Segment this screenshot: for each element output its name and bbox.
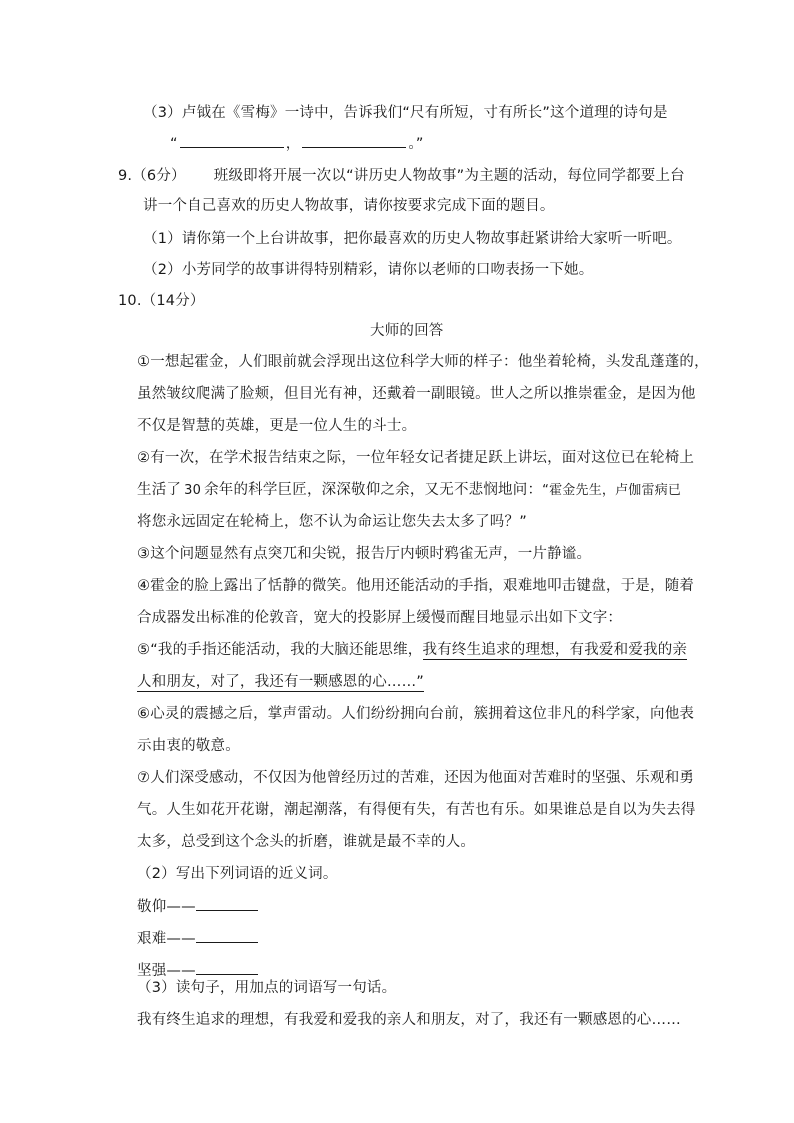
p5-underlined-1: 我有终生追求的理想，有我爱和爱我的亲 bbox=[422, 642, 688, 658]
p4-line2: 合成器发出标准的伦敦音，宽大的投影屏上缓慢而醒目地显示出如下文字： bbox=[137, 610, 623, 626]
p5-line1 bbox=[137, 640, 687, 660]
p7-line1: ⑦人们深受感动，不仅因为他曾经历过的苦难，还因为他面对苦难时的坚强、乐观和勇 bbox=[137, 770, 695, 786]
p2-number-30: 30 bbox=[184, 483, 202, 498]
q9-number: 9.（6分） bbox=[118, 168, 186, 184]
answer-blank-1[interactable] bbox=[180, 133, 284, 148]
word-jianqiang: 坚强—— bbox=[137, 963, 196, 979]
q9-stem-1: 班级即将开展一次以“讲历史人物故事”为主题的活动，每位同学都要上台 bbox=[213, 168, 685, 184]
open-quote: “ bbox=[170, 136, 178, 152]
word-jingyang: 敬仰—— bbox=[137, 899, 196, 915]
q10-sub3-sentence: 我有终生追求的理想，有我爱和爱我的亲人和朋友，对了，我还有一颗感恩的心…… bbox=[137, 1012, 681, 1028]
p5-underlined-2: 人和朋友，对了，我还有一颗感恩的心……” bbox=[137, 674, 425, 690]
synonym-blank-1[interactable] bbox=[196, 896, 258, 911]
q9-sub2: （2）小芳同学的故事讲得特别精彩，请你以老师的口吻表扬一下她。 bbox=[143, 262, 594, 278]
p5-text: ⑤“我的手指还能活动，我的大脑还能思维， bbox=[137, 642, 423, 658]
answer-blank-2[interactable] bbox=[302, 133, 406, 148]
synonym-item-2 bbox=[137, 928, 258, 949]
q8-sub3-answer-line bbox=[170, 133, 424, 154]
p2-line2 bbox=[137, 480, 681, 501]
q10-sub3: （3）读句子，用加点的词语写一句话。 bbox=[137, 980, 397, 996]
p4-line1: ④霍金的脸上露出了恬静的微笑。他用还能活动的手指，艰难地叩击键盘，于是，随着 bbox=[137, 578, 695, 594]
q9-line1 bbox=[118, 166, 685, 186]
p6-line1: ⑥心灵的震撼之后，掌声雷动。人们纷纷拥向台前，簇拥着这位非凡的科学家，向他表 bbox=[137, 706, 695, 722]
synonym-item-1 bbox=[137, 896, 258, 917]
p3: ③这个问题显然有点突兀和尖锐，报告厅内顿时鸦雀无声，一片静谧。 bbox=[137, 546, 592, 562]
passage-title: 大师的回答 bbox=[370, 323, 444, 339]
synonym-blank-3[interactable] bbox=[196, 960, 258, 975]
p2-line3: 将您永远固定在轮椅上，您不认为命运让您失去太多了吗？” bbox=[137, 514, 527, 530]
p2-line1: ②有一次，在学术报告结束之际，一位年轻女记者捷足跃上讲坛，面对这位已在轮椅上 bbox=[137, 450, 695, 466]
p2-quote-start: “霍金先生，卢伽雷病已 bbox=[542, 483, 682, 498]
comma: ， bbox=[285, 136, 301, 152]
word-jiannan: 艰难—— bbox=[137, 931, 196, 947]
p1-line3: 不仅是智慧的英雄，更是一位人生的斗士。 bbox=[137, 418, 417, 434]
p1-line1: ①一想起霍金，人们眼前就会浮现出这位科学大师的样子：他坐着轮椅，头发乱蓬蓬的， bbox=[137, 354, 709, 370]
synonym-blank-2[interactable] bbox=[196, 928, 258, 943]
p2-text-b: 余年的科学巨匠，深深敬仰之余，又无不悲悯地问： bbox=[204, 482, 543, 498]
p6-line2: 示由衷的敬意。 bbox=[137, 738, 240, 754]
q10-sub2: （2）写出下列词语的近义词。 bbox=[137, 866, 338, 882]
close-quote: 。” bbox=[408, 136, 424, 152]
p1-line2: 虽然皱纹爬满了脸颊，但目光有神，还戴着一副眼镜。世人之所以推崇霍金，是因为他 bbox=[137, 386, 696, 402]
p5-line2 bbox=[137, 672, 424, 692]
q9-line2: 讲一个自己喜欢的历史人物故事，请你按要求完成下面的题目。 bbox=[143, 198, 555, 214]
p7-line3: 太多，总受到这个念头的折磨，谁就是最不幸的人。 bbox=[137, 834, 476, 850]
q9-sub1: （1）请你第一个上台讲故事，把你最喜欢的历史人物故事赶紧讲给大家听一听吧。 bbox=[143, 231, 682, 247]
p2-text-a: 生活了 bbox=[137, 482, 182, 498]
q10-number: 10.（14分） bbox=[118, 293, 205, 309]
p7-line2: 气。人生如花开花谢，潮起潮落，有得便有失，有苦也有乐。如果谁总是自以为失去得 bbox=[137, 802, 696, 818]
q8-sub3-line1: （3）卢钺在《雪梅》一诗中，告诉我们“尺有所短，寸有所长”这个道理的诗句是 bbox=[143, 105, 668, 121]
